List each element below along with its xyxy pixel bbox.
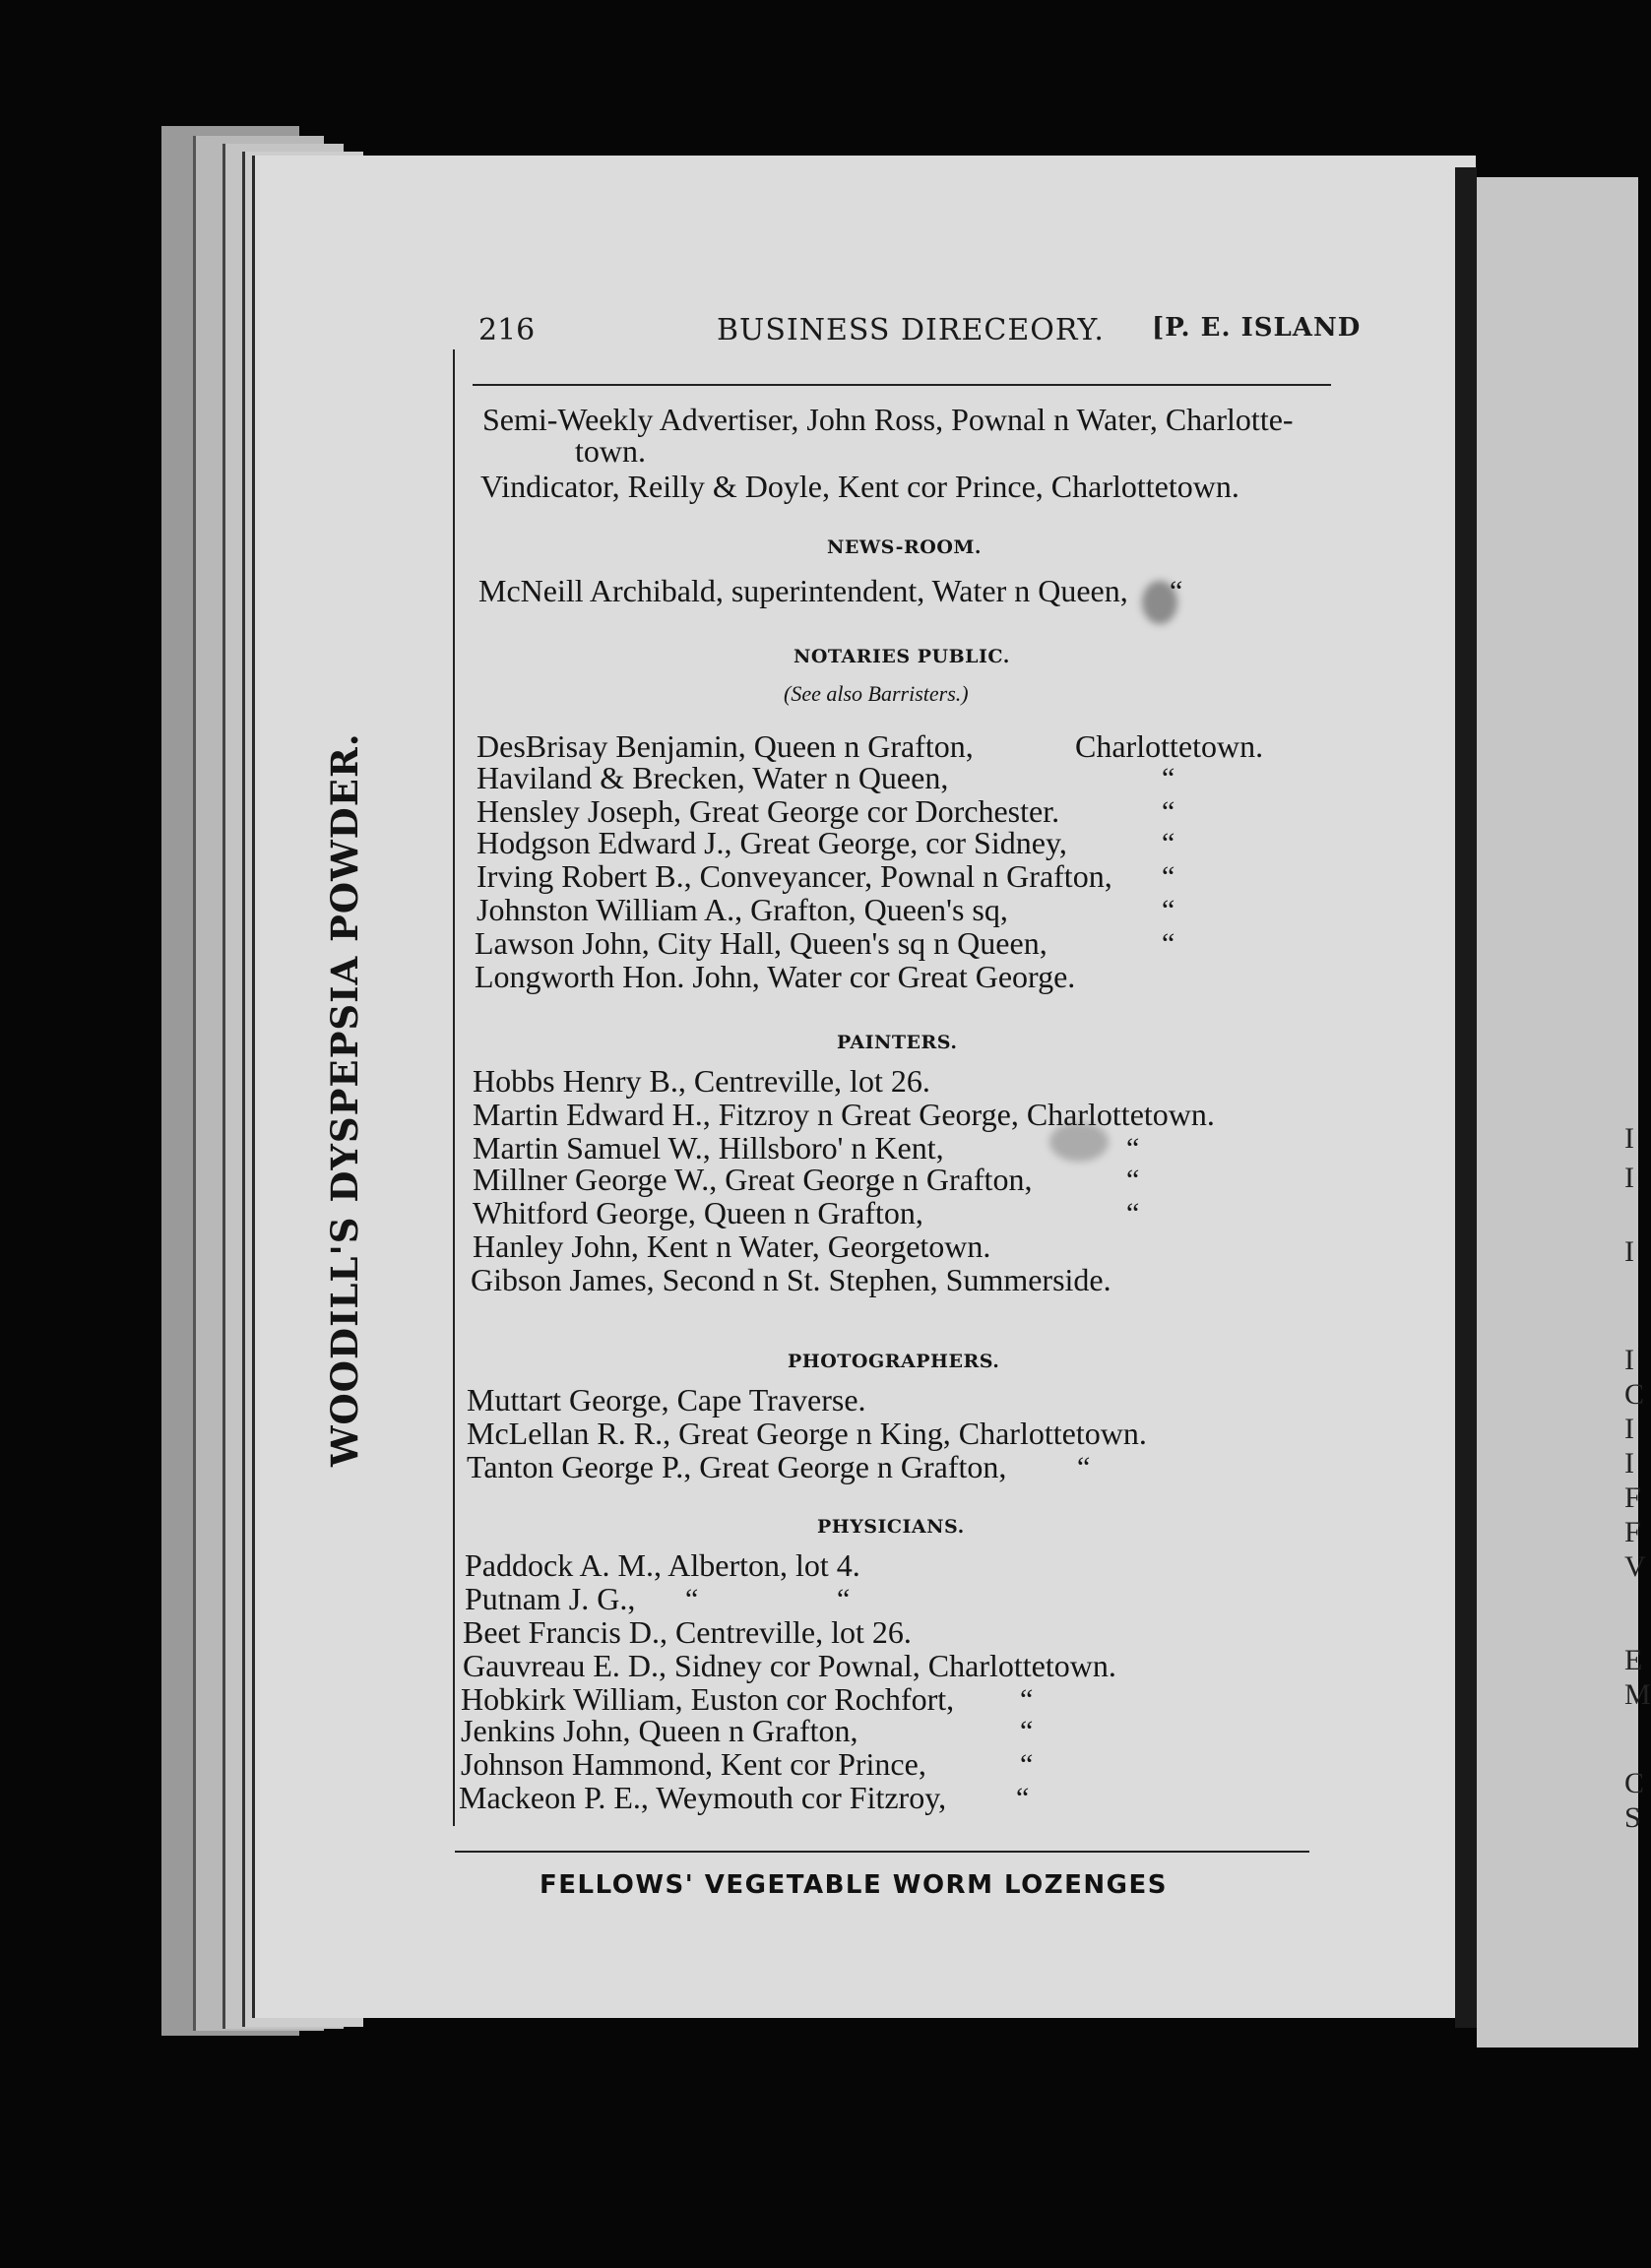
directory-entry: McLellan R. R., Great George n King, Charlottetown. bbox=[467, 1416, 1147, 1451]
adjacent-page-letter: M bbox=[1624, 1678, 1651, 1711]
directory-entry: Whitford George, Queen n Grafton, bbox=[473, 1195, 923, 1230]
adjacent-page-letter: I bbox=[1624, 1447, 1634, 1480]
adjacent-page-letter: C bbox=[1624, 1767, 1645, 1799]
adjacent-page-letter: S bbox=[1624, 1801, 1641, 1834]
adjacent-page-letter: V bbox=[1624, 1550, 1646, 1583]
directory-entry: DesBrisay Benjamin, Queen n Grafton, bbox=[476, 728, 974, 764]
directory-entry: Putnam J. G., bbox=[465, 1581, 636, 1616]
directory-entry: Hodgson Edward J., Great George, cor Sidney, bbox=[476, 825, 1067, 860]
ditto-mark: “ bbox=[1162, 927, 1175, 960]
ditto-mark: “ bbox=[1162, 860, 1175, 893]
adjacent-page-letter: I bbox=[1624, 1122, 1634, 1155]
adjacent-page-letter: C bbox=[1624, 1378, 1645, 1411]
directory-entry: Hobkirk William, Euston cor Rochfort, bbox=[461, 1681, 955, 1717]
directory-entry: McNeill Archibald, superintendent, Water n Queen, bbox=[478, 573, 1128, 608]
section-heading-painters: PAINTERS. bbox=[837, 1032, 958, 1053]
directory-entry: Johnson Hammond, Kent cor Prince, bbox=[461, 1746, 926, 1782]
section-heading-physicians: PHYSICIANS. bbox=[817, 1516, 965, 1538]
directory-entry: Haviland & Brecken, Water n Queen, bbox=[476, 760, 949, 795]
section-heading-news-room: NEWS-ROOM. bbox=[827, 536, 983, 558]
directory-entry: Gauvreau E. D., Sidney cor Pownal, Charlottetown. bbox=[463, 1648, 1116, 1683]
directory-entry: Hensley Joseph, Great George cor Dorchester. bbox=[476, 793, 1060, 829]
adjacent-page-letter: I bbox=[1624, 1162, 1634, 1194]
section-note: (See also Barristers.) bbox=[784, 681, 969, 706]
directory-entry: Beet Francis D., Centreville, lot 26. bbox=[463, 1614, 912, 1650]
ditto-mark: “ bbox=[837, 1583, 851, 1615]
ditto-mark: “ bbox=[1162, 827, 1175, 859]
ditto-mark: “ bbox=[1016, 1782, 1030, 1814]
directory-entry: town. bbox=[575, 433, 646, 469]
directory-entry: Paddock A. M., Alberton, lot 4. bbox=[465, 1547, 860, 1583]
adjacent-page-letter: I bbox=[1624, 1235, 1634, 1268]
ink-smudge bbox=[1049, 1122, 1109, 1162]
ditto-mark: “ bbox=[685, 1583, 699, 1615]
ditto-mark: “ bbox=[1020, 1683, 1034, 1716]
ditto-mark: “ bbox=[1162, 795, 1175, 828]
directory-entry: Tanton George P., Great George n Grafton, bbox=[467, 1449, 1007, 1484]
running-region: [P. E. ISLAND bbox=[1152, 313, 1362, 343]
ditto-mark: “ bbox=[1126, 1164, 1140, 1196]
adjacent-page-letter: F bbox=[1624, 1516, 1641, 1548]
ditto-mark: “ bbox=[1162, 894, 1175, 926]
directory-entry: Muttart George, Cape Traverse. bbox=[467, 1382, 866, 1418]
directory-entry: Semi-Weekly Advertiser, John Ross, Pownal n Water, Charlotte- bbox=[482, 402, 1294, 437]
adjacent-page-letter: I bbox=[1624, 1344, 1634, 1376]
section-heading-notaries: NOTARIES PUBLIC. bbox=[794, 646, 1010, 667]
directory-entry: Johnston William A., Grafton, Queen's sq, bbox=[476, 892, 1008, 927]
adjacent-page-letter: E bbox=[1624, 1644, 1643, 1676]
running-title: BUSINESS DIRECEORY. bbox=[717, 313, 1105, 347]
directory-entry: Lawson John, City Hall, Queen's sq n Queen, bbox=[475, 925, 1048, 961]
directory-entry: Irving Robert B., Conveyancer, Pownal n Grafton, bbox=[476, 858, 1112, 894]
adjacent-page-letter: F bbox=[1624, 1481, 1641, 1514]
sidebar-advertisement-text: WOODILL'S DYSPEPSIA POWDER. bbox=[323, 732, 366, 1467]
ink-smudge bbox=[1142, 581, 1177, 624]
book-gutter bbox=[1455, 167, 1477, 2028]
footer-rule bbox=[455, 1851, 1309, 1853]
directory-entry: Mackeon P. E., Weymouth cor Fitzroy, bbox=[459, 1780, 947, 1815]
section-heading-photographers: PHOTOGRAPHERS. bbox=[788, 1351, 1000, 1372]
header-rule bbox=[473, 384, 1331, 386]
directory-entry: Martin Samuel W., Hillsboro' n Kent, bbox=[473, 1130, 944, 1166]
adjacent-page bbox=[1477, 177, 1651, 2048]
ditto-mark: “ bbox=[1077, 1451, 1091, 1483]
ditto-mark: “ bbox=[1126, 1132, 1140, 1165]
ditto-mark: “ bbox=[1020, 1715, 1034, 1747]
directory-entry: Longworth Hon. John, Water cor Great George. bbox=[475, 959, 1076, 994]
directory-entry: Martin Edward H., Fitzroy n Great George, Charlottetown. bbox=[473, 1097, 1215, 1132]
ditto-mark: “ bbox=[1170, 575, 1183, 607]
directory-entry: Jenkins John, Queen n Grafton, bbox=[461, 1713, 858, 1748]
directory-entry: Hanley John, Kent n Water, Georgetown. bbox=[473, 1228, 991, 1264]
column-rule bbox=[453, 349, 455, 1826]
directory-entry: Millner George W., Great George n Grafton, bbox=[473, 1162, 1033, 1197]
adjacent-page-letter: I bbox=[1624, 1413, 1634, 1445]
page-number: 216 bbox=[478, 313, 536, 347]
ditto-mark: “ bbox=[1020, 1748, 1034, 1781]
ditto-mark: “ bbox=[1126, 1197, 1140, 1229]
directory-entry: Hobbs Henry B., Centreville, lot 26. bbox=[473, 1063, 930, 1099]
ditto-mark: “ bbox=[1162, 762, 1175, 794]
footer-advertisement: FELLOWS' VEGETABLE WORM LOZENGES bbox=[540, 1870, 1168, 1900]
place-column: Charlottetown. bbox=[1075, 728, 1264, 764]
directory-entry: Gibson James, Second n St. Stephen, Summerside. bbox=[471, 1262, 1111, 1297]
directory-entry: Vindicator, Reilly & Doyle, Kent cor Prince, Charlottetown. bbox=[480, 469, 1239, 504]
